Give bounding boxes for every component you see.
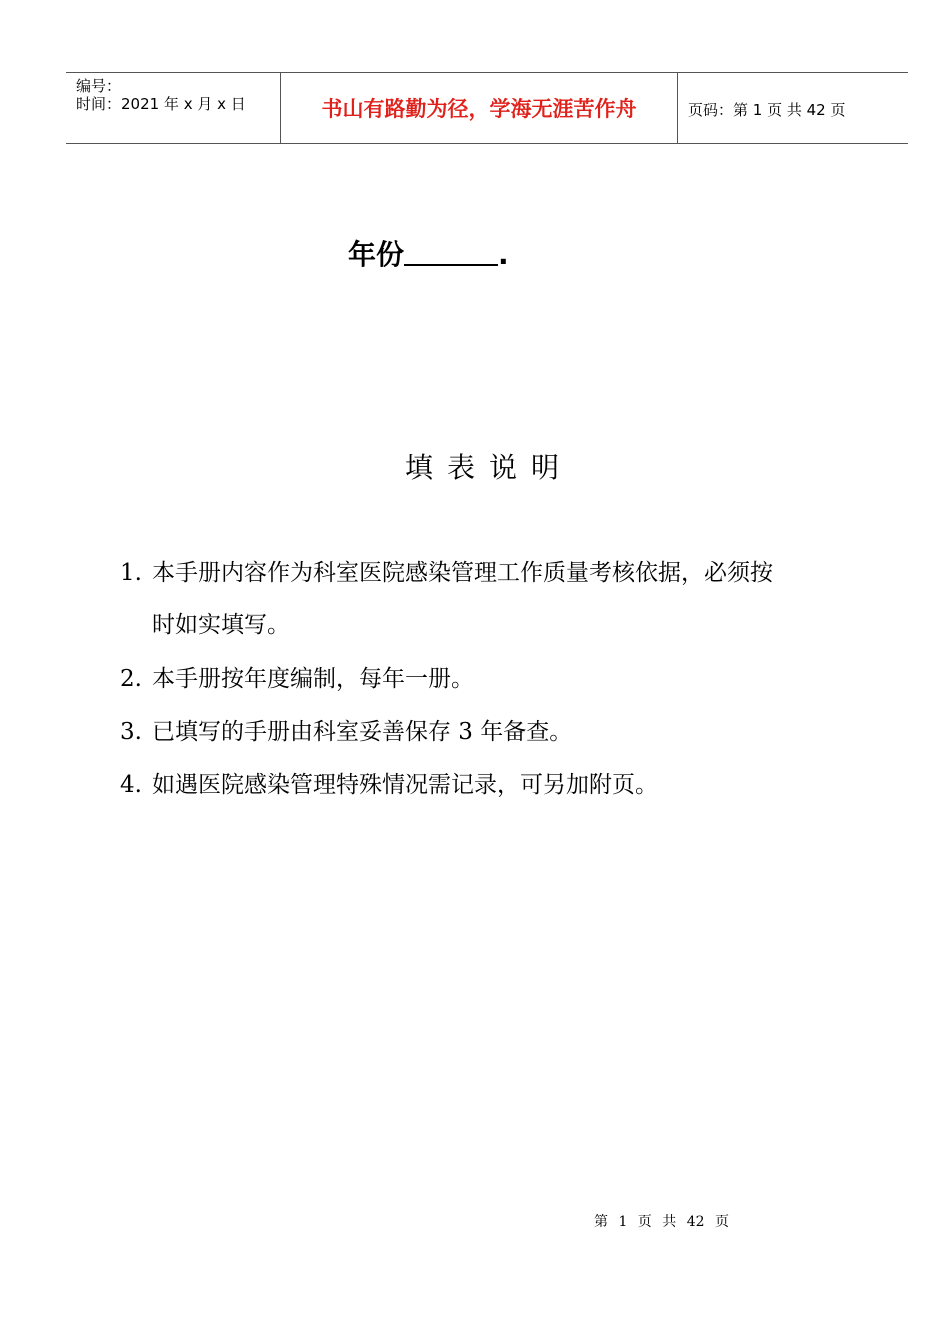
instruction-text: 本手册按年度编制，每年一册。	[152, 666, 474, 692]
document-number-label: 编号：	[76, 77, 122, 95]
header-page-cell	[678, 73, 908, 143]
instruction-text: 已填写的手册由科室妥善保存 3 年备查。	[152, 719, 573, 745]
year-trailing-dot: .	[498, 238, 509, 271]
header-motto: 书山有路勤为径，学海无涯苦作舟	[321, 97, 637, 121]
instruction-text: 如遇医院感染管理特殊情况需记录，可另加附页。	[152, 772, 658, 798]
section-title: 填表说明	[404, 451, 573, 484]
year-field	[348, 234, 509, 275]
header-meta-cell	[66, 73, 280, 143]
document-time: 时间：2021 年 x 月 x 日	[76, 95, 246, 113]
instruction-number: 4.	[120, 772, 142, 798]
instruction-text-continued: 时如实填写。	[152, 612, 290, 638]
year-blank-line	[404, 234, 498, 266]
instruction-number: 2.	[120, 666, 142, 692]
instruction-item	[120, 770, 860, 800]
instruction-number: 1.	[120, 560, 142, 586]
instruction-text: 本手册内容作为科室医院感染管理工作质量考核依据，必须按	[152, 560, 773, 586]
instruction-item	[120, 717, 860, 747]
header-page-info: 页码：第 1 页 共 42 页	[688, 101, 846, 119]
header-motto-cell	[280, 73, 678, 143]
instruction-number: 3.	[120, 719, 142, 745]
instruction-item	[120, 664, 860, 694]
document-header	[66, 72, 908, 144]
year-label: 年份	[348, 238, 405, 271]
page-footer: 第 1 页 共 42 页	[594, 1214, 729, 1230]
instruction-item	[120, 558, 860, 640]
